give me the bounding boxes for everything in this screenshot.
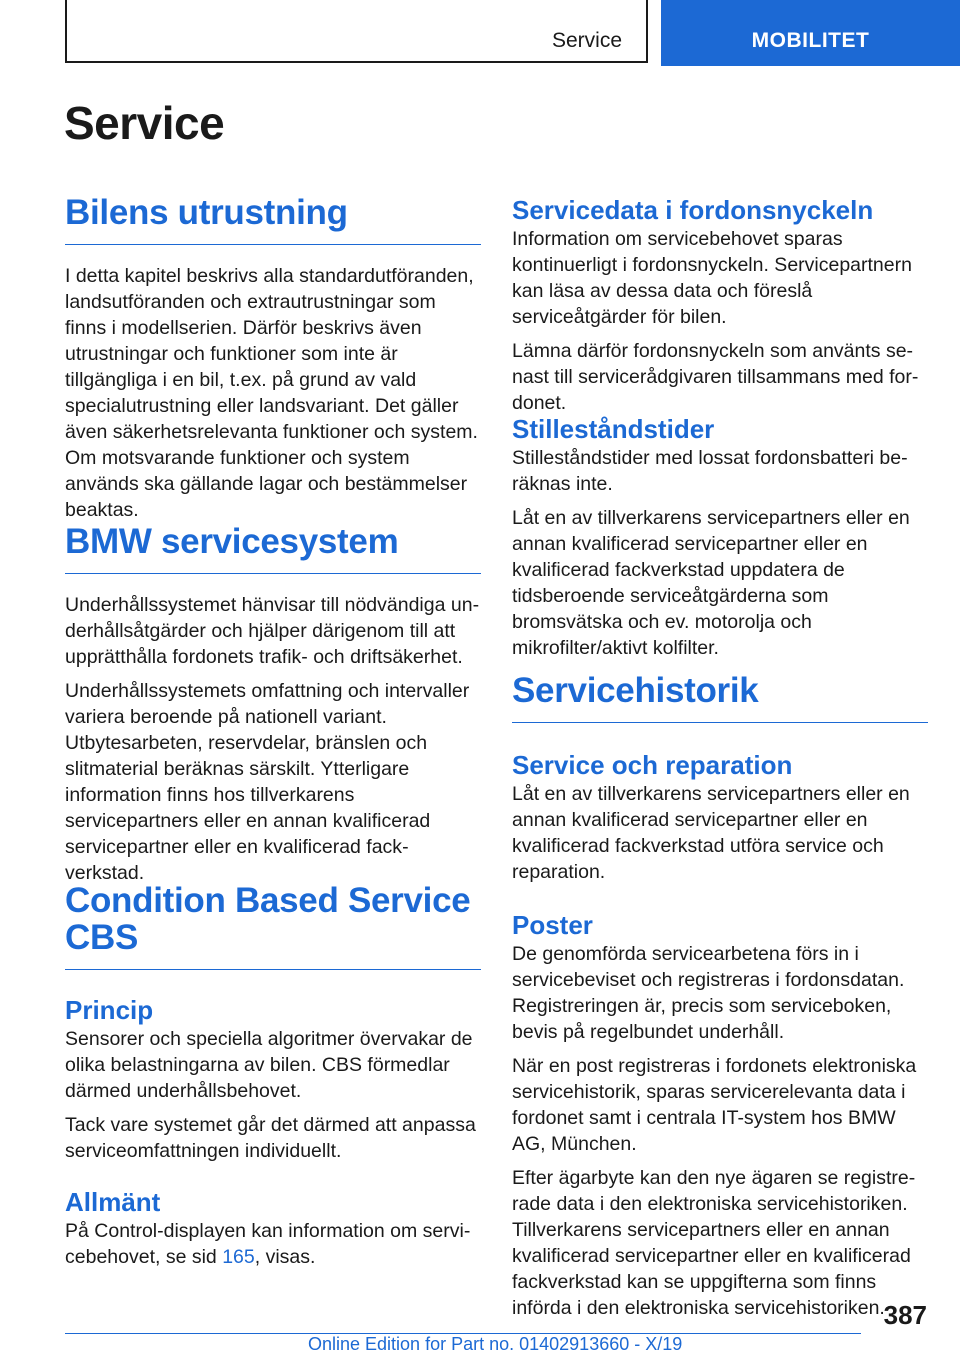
section-servicedata — [512, 194, 928, 416]
text-bilens: I detta kapitel beskrivs alla standardutföranden, landsutföranden och extrautrustningar som finns i modellserien. Därför beskrivs även utrustningar och funktioner som inte är tillgängliga i en bil, t.ex. på grund av vald specialutrustning eller landsvariant. Det gäller även säkerhetsrelevanta funktioner och system. Om motsvarande funktioner och system används ska gällande lagar och bestämmelser beaktas. — [65, 265, 478, 521]
text-allmant — [65, 1218, 481, 1270]
header-chapter-tab — [661, 0, 960, 66]
text-poster-p2: När en post registreras i fordonets elektroniska servicehistorik, sparas servicerelevanta data i fordonet samt i centrala IT-system hos BMW AG, München. — [512, 1055, 917, 1155]
text-stillestand-p2: Låt en av tillverkarens servicepartners eller en annan kvalificerad servicepartner eller en kvalificerad fackverkstad uppdatera de tidsberoende serviceåtgärderna som bromsvätska och ev. motorolja och mikrofilter/aktivt kolfilter. — [512, 507, 910, 659]
text-stillestand-p1: Stilleståndstider med lossat fordonsbatteri beräknas inte. — [512, 447, 908, 495]
heading-allmant: Allmänt — [65, 1187, 161, 1217]
page-number: 387 — [883, 1300, 927, 1330]
heading-bmw-servicesystem: BMW servicesystem — [65, 523, 481, 574]
heading-bilens-utrustning: Bilens utrustning — [65, 194, 481, 245]
header-section-label: Service — [551, 29, 622, 52]
footer-edition: Online Edition for Part no. 01402913660 - X/19 — [308, 1334, 683, 1354]
page-title: Service — [64, 97, 225, 149]
text-bmw-p1: Underhållssystemet hänvisar till nödvändiga underhållsåtgärder och hjälper därigenom till att upprätthålla fordonets trafik- och driftsäkerhet. — [65, 594, 480, 668]
text-reparation: Låt en av tillverkarens servicepartners eller en annan kvalificerad servicepartner eller en kvalificerad fackverkstad utföra service och reparation. — [512, 783, 910, 883]
text-poster-p1: De genomförda servicearbetena förs in i servicebeviset och registreras i fordonsdatan. Registreringen är, precis som serviceboken, bevis på regelbundet underhåll. — [512, 943, 905, 1043]
section-bilens — [65, 194, 481, 523]
heading-service-och-reparation: Service och reparation — [512, 750, 793, 780]
heading-servicehistorik: Servicehistorik — [512, 672, 928, 723]
heading-poster: Poster — [512, 910, 593, 940]
section-cbs — [65, 882, 481, 1270]
heading-cbs: Condition Based Service CBS — [65, 882, 481, 970]
text-poster-p3: Efter ägarbyte kan den nye ägaren se registrerade data i den elektroniska servicehistoriken. Tillverkarens servicepartners eller en annan kvalificerad servicepartner eller en kvalificerad fackverkstad kan se uppgifterna som finns införda i den elektroniska servicehistoriken. — [512, 1167, 916, 1319]
text-allmant-before: På Control-displayen kan information om servicebehovet, se sid — [65, 1220, 471, 1268]
section-bmw-servicesystem — [65, 523, 481, 886]
heading-servicedata: Servicedata i fordonsnyckeln — [512, 195, 874, 225]
header-section-box — [65, 0, 648, 63]
section-stillestand — [512, 413, 928, 661]
text-bmw-p2: Underhållssystemets omfattning och intervaller variera beroende på nationell variant. Utbytesarbeten, reservdelar, bränslen och slitmaterial beräknas särskilt. Ytterligare information finns hos tillverkarens servicepartners eller en annan kvalificerad servicepartner eller en kvalificerad fackverkstad. — [65, 680, 470, 884]
heading-stillestandstider: Stilleståndstider — [512, 414, 715, 444]
text-princip-p1: Sensorer och speciella algoritmer övervakar de olika belastningarna av bilen. CBS förmedlar därmed underhållsbehovet. — [65, 1028, 473, 1102]
text-servicedata-p1: Information om servicebehovet sparas kontinuerligt i fordonsnyckeln. Servicepartnern kan läsa av dessa data och föreslå serviceåtgärder för bilen. — [512, 228, 912, 328]
heading-princip: Princip — [65, 995, 154, 1025]
section-servicehistorik — [512, 672, 928, 1321]
text-princip-p2: Tack vare systemet går det därmed att anpassa serviceomfattningen individuellt. — [65, 1114, 476, 1162]
page-ref-link[interactable]: 165 — [222, 1246, 255, 1268]
text-allmant-after: , visas. — [254, 1246, 316, 1268]
header-chapter-label: MOBILITET — [751, 29, 870, 52]
text-servicedata-p2: Lämna därför fordonsnyckeln som använts senast till servicerådgivaren tillsammans med fordonet. — [512, 340, 919, 414]
